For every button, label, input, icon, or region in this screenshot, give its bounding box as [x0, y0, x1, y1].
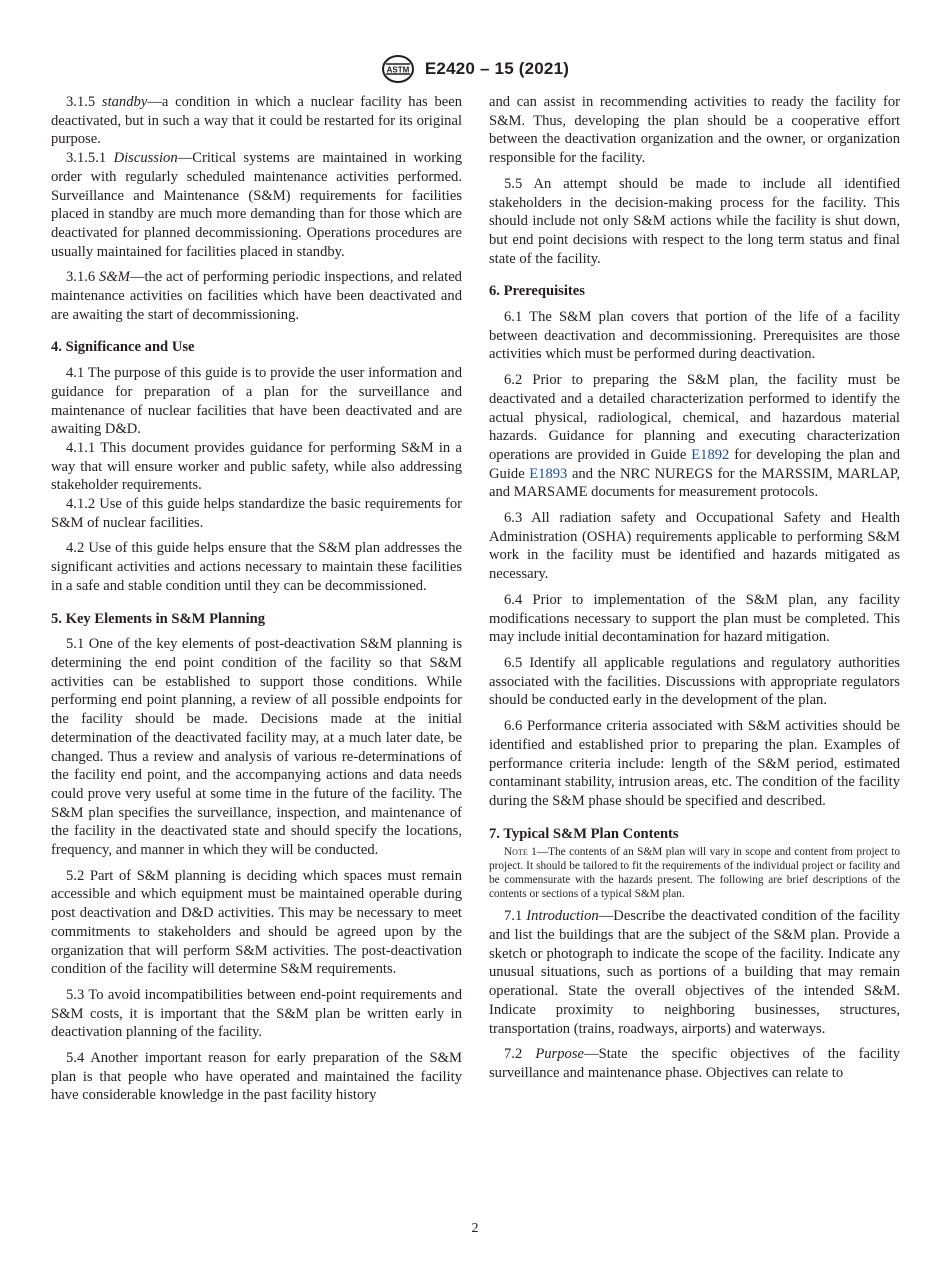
note-1: Note 1—The contents of an S&M plan will vary in scope and content from project to project. It should be tailored to fit the requirements of the individual project or facility and be commensurate with the hazards present. The following are brief descriptions of the contents or sections of a typical S&M plan.: [489, 846, 901, 901]
paragraph-3-1-5: 3.1.5 standby—a condition in which a nuclear facility has been deactivated, but in such a way that it could be restarted for its original purpose.: [51, 94, 462, 148]
paragraph-4-1-1: 4.1.1 This document provides guidance for performing S&M in a way that will ensure worker and public safety, while also addressing stakeholder requirements.: [51, 439, 462, 494]
paragraph-5-2: 5.2 Part of S&M planning is deciding which spaces must remain accessible and which equipment must be maintained operable during post deactivation and D&D activities. This may be necessary to meet commitments to stakeholders and should be agreed upon by the organization that will perform S&M activities. The post-deactivation condition of the facility will determine S&M requirements.: [51, 867, 462, 978]
reference-link-e1893[interactable]: E1893: [529, 465, 568, 482]
paragraph-7-2: 7.2 Purpose—State the specific objectives of the facility surveillance and maintenance phase. Objectives can relate to: [489, 1046, 900, 1081]
section-4-heading: 4. Significance and Use: [51, 339, 195, 356]
paragraph-4-1-2: 4.1.2 Use of this guide helps standardize the basic requirements for S&M of nuclear facilities.: [51, 496, 462, 531]
section-6-heading: 6. Prerequisites: [489, 283, 585, 300]
astm-logo-icon: [381, 54, 415, 84]
paragraph-6-1: 6.1 The S&M plan covers that portion of the life of a facility between deactivation and decommissioning. Prerequisites are those activities which must be performed during deactivation.: [489, 309, 900, 363]
paragraph-7-1: 7.1 Introduction—Describe the deactivated condition of the facility and list the buildings that are the subject of the S&M plan. Provide a sketch or photograph to indicate the scope of the facility. Indicate any unusual situations, such as portions of a building that may remain operational. State the overall objectives of the intended S&M. Indicate proximity to neighboring businesses, structures, transportation (trains, roadways, airports) and waterways.: [489, 908, 900, 1037]
paragraph-5-4-continued: and can assist in recommending activities to ready the facility for S&M. Thus, developing the plan should be a cooperative effort between the deactivation organization and the owner, or organization responsible for the facility.: [489, 94, 900, 167]
section-5-heading: 5. Key Elements in S&M Planning: [51, 610, 266, 627]
paragraph-4-2: 4.2 Use of this guide helps ensure that the S&M plan addresses the significant activities and actions necessary to maintain these facilities in a safe and stable condition until they can be decommissioned.: [51, 540, 462, 594]
paragraph-5-4: 5.4 Another important reason for early preparation of the S&M plan is that people who have operated and maintained the facility have considerable knowledge in the past facility history: [51, 1050, 462, 1104]
paragraph-5-5: 5.5 An attempt should be made to include all identified stakeholders in the decision-making process for the facility. This should include not only S&M actions while the facility is shut down, but end point decisions with respect to the long term status and final state of the facility.: [489, 175, 900, 267]
paragraph-5-1: 5.1 One of the key elements of post-deactivation S&M planning is determining the end point condition of the facility so that S&M activities can be established to support those conditions. While performing end point planning, a review of all possible endpoints for the facility should be made. Decisions made at the initial determination of the deactivated facility may, at a much later date, be changed. Thus a review and analysis of various re-determinations of the facility end point, and the accompanying actions and data needs could prove very useful at some time in the future of the facility. The S&M plan specifies the surveillance, inspection, and maintenance of the facility in the deactivated state and should specify the locations, frequency, and manner in which they will be conducted.: [51, 636, 462, 859]
paragraph-3-1-6: 3.1.6 S&M—the act of performing periodic inspections, and related maintenance activities on facilities which have been deactivated and are awaiting the start of decommissioning.: [51, 269, 462, 323]
standard-designation: E2420 – 15 (2021): [424, 59, 570, 78]
paragraph-3-1-5-1: 3.1.5.1 Discussion—Critical systems are maintained in working order with regularly scheduled maintenance activities performed. Surveillance and Maintenance (S&M) requirements for facilities placed in standby are much more demanding than for those which are deactivated for planned decommissioning. Operations procedures are usually maintained for facilities placed in standby.: [51, 150, 463, 260]
left-column: [51, 93, 462, 1105]
paragraph-4-1: 4.1 The purpose of this guide is to provide the user information and guidance for preparation of a plan for the surveillance and maintenance of nuclear facilities that have been deactivated and are awaiting D&D.: [51, 365, 462, 438]
logo-text: ASTM: [386, 65, 410, 75]
paragraph-6-3: 6.3 All radiation safety and Occupational Safety and Health Administration (OSHA) requirements applicable to performing S&M work in the facility must be identified and hazards mitigated as necessary.: [489, 510, 900, 583]
paragraph-6-4: 6.4 Prior to implementation of the S&M plan, any facility modifications necessary to support the plan must be completed. This may include initial decontamination for hazard mitigation.: [489, 591, 900, 646]
right-column: [489, 93, 900, 1083]
paragraph-6-6: 6.6 Performance criteria associated with S&M activities should be identified and established prior to preparing the plan. Examples of performance criteria include: length of the S&M period, estimated contaminant stability, intrusion areas, etc. The condition of the facility during the S&M phase should be specified and described.: [489, 718, 900, 809]
paragraph-6-5: 6.5 Identify all applicable regulations and regulatory authorities associated with the facilities. Discussions with appropriate regulators should be conducted early in the development of the plan.: [489, 654, 900, 709]
reference-link-e1892[interactable]: E1892: [691, 446, 730, 463]
paragraph-6-2: 6.2 Prior to preparing the S&M plan, the facility must be deactivated and a detailed characterization performed to identify the actual physical, radiological, chemical, and hazardous material hazards. Guidance for planning and executing characterization operations are provided in Guide E1892 for developing the plan and Guide E1893 and the NRC NUREGS for the MARSSIM, MARLAP, and MARSAME documents for measurement protocols.: [489, 372, 900, 501]
page-number: 2: [471, 1221, 479, 1236]
paragraph-5-3: 5.3 To avoid incompatibilities between end-point requirements and S&M costs, it is important that the S&M plan be written early in deactivation planning of the facility.: [51, 986, 462, 1041]
section-7-heading: 7. Typical S&M Plan Contents: [489, 825, 679, 842]
page-header: [0, 54, 950, 84]
